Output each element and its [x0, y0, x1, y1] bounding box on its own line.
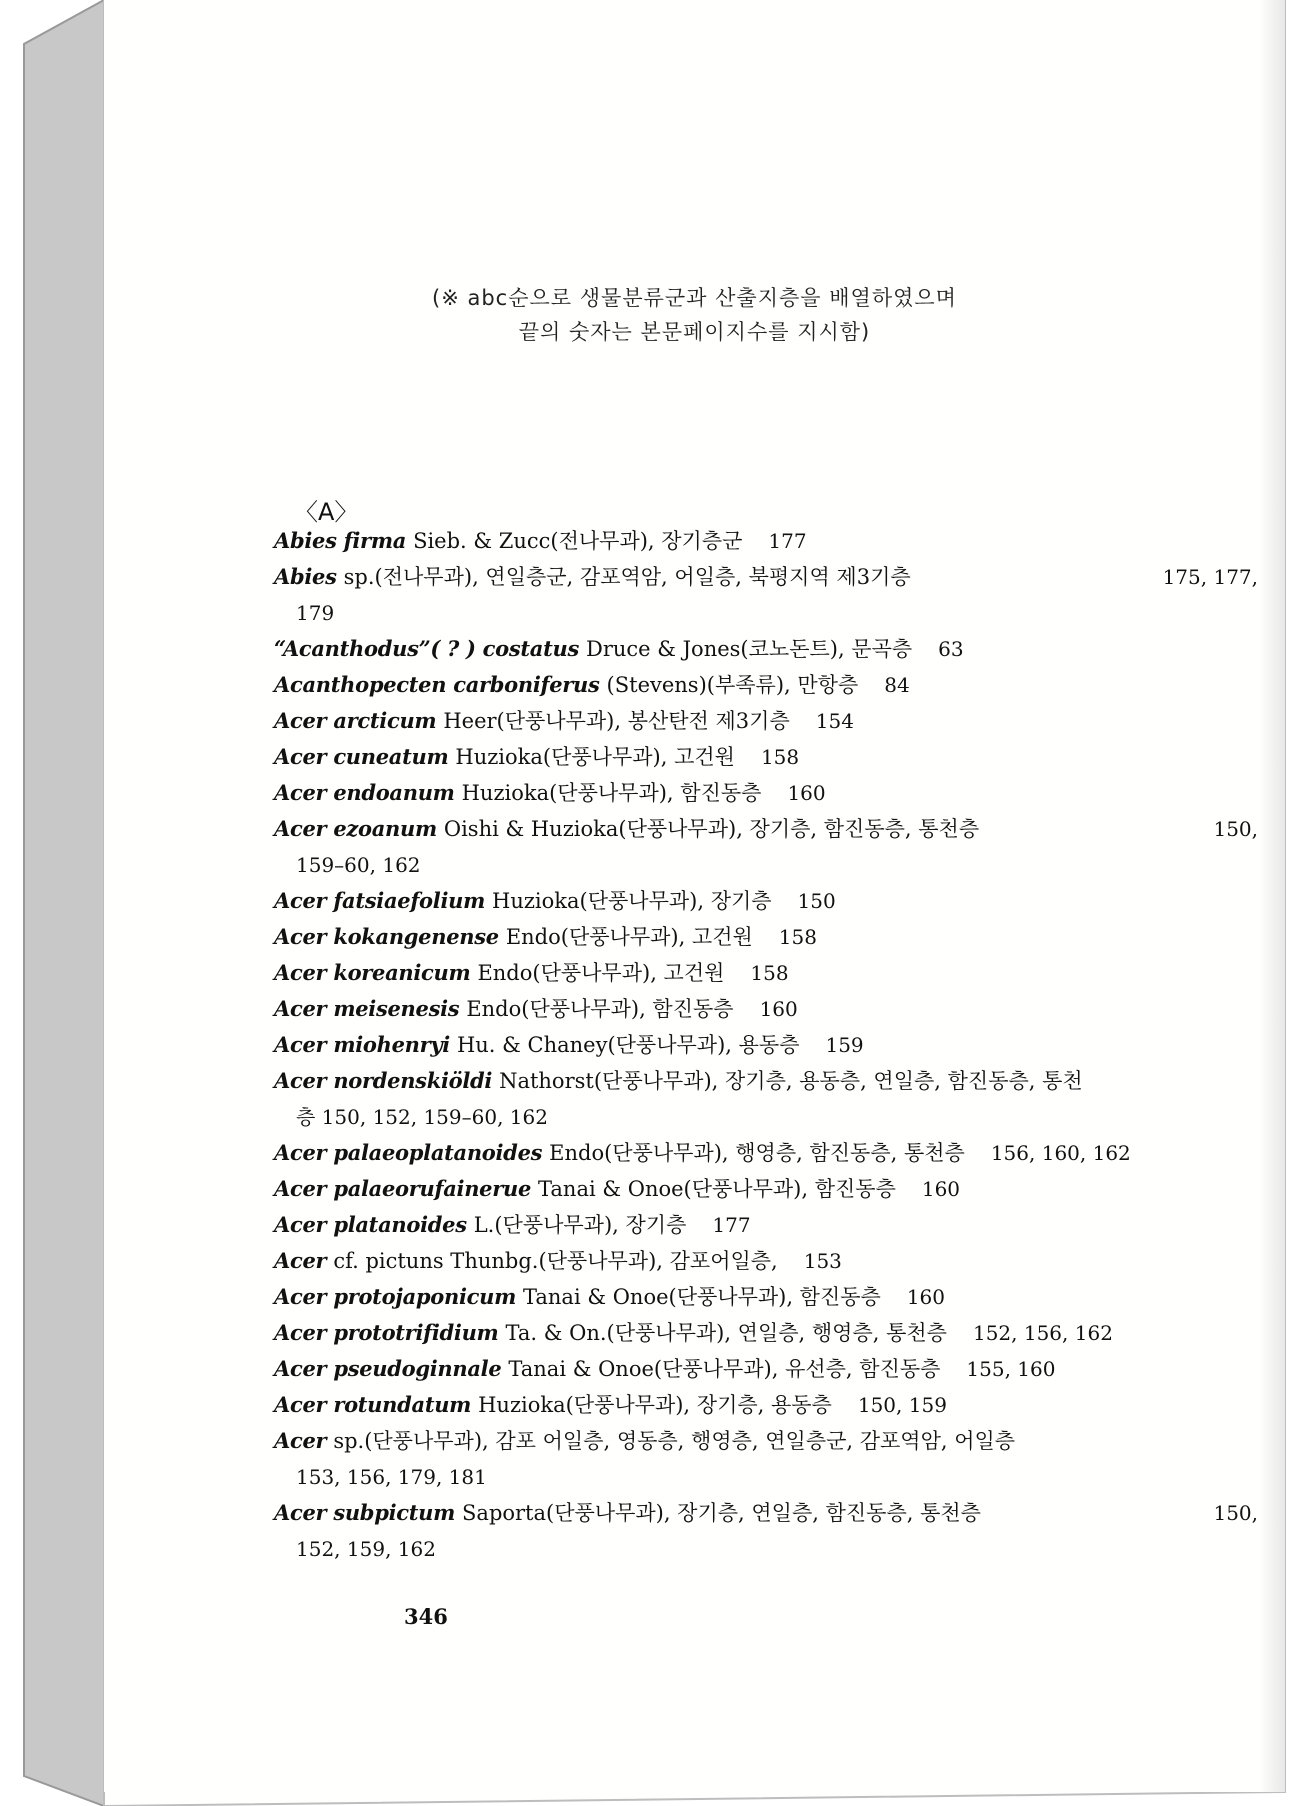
taxon-name: Acer rotundatum — [274, 1392, 472, 1417]
taxon-name: Acer protojaponicum — [274, 1284, 516, 1309]
index-entry — [274, 667, 1258, 703]
taxon-description: Tanai & Onoe(단풍나무과), 함진동층 — [538, 1177, 896, 1201]
taxon-description: sp.(단풍나무과), 감포 어일층, 영동층, 행영층, 연일층군, 감포역암, 어일층 — [333, 1429, 1016, 1453]
entry-continuation: 152, 159, 162 — [296, 1537, 436, 1561]
taxon-name: Acer koreanicum — [274, 960, 471, 985]
page-references: 158 — [750, 961, 789, 985]
taxon-description: Heer(단풍나무과), 봉산탄전 제3기층 — [443, 709, 790, 733]
page-references: 63 — [938, 637, 964, 661]
index-entry — [274, 523, 1258, 559]
taxon-description: Huzioka(단풍나무과), 함진동층 — [461, 781, 762, 805]
page-references: 160 — [787, 781, 826, 805]
entry-continuation: 층 150, 152, 159–60, 162 — [296, 1105, 548, 1129]
index-entry — [274, 1135, 1258, 1171]
taxon-name: “Acanthodus”( ? ) costatus — [274, 636, 579, 661]
page-references: 150, 159 — [857, 1393, 947, 1417]
page-references: 150 — [797, 889, 836, 913]
taxon-description: Huzioka(단풍나무과), 장기층 — [492, 889, 772, 913]
taxon-description: Huzioka(단풍나무과), 장기층, 용동층 — [478, 1393, 832, 1417]
taxon-description: Tanai & Onoe(단풍나무과), 함진동층 — [523, 1285, 881, 1309]
page-references: 160 — [906, 1285, 946, 1309]
section-heading-a: 〈A〉 — [294, 498, 359, 526]
page-references: 152, 156, 162 — [972, 1321, 1113, 1345]
page-references: 153 — [803, 1249, 842, 1273]
taxon-description: Hu. & Chaney(단풍나무과), 용동층 — [456, 1033, 800, 1057]
page-references: 160 — [921, 1177, 961, 1201]
index-entry — [274, 739, 1258, 775]
taxon-description: Endo(단풍나무과), 함진동층 — [466, 997, 734, 1021]
index-note-line-2: 끝의 숫자는 본문페이지수를 지시함) — [518, 320, 871, 344]
index-entry — [274, 1279, 1258, 1315]
index-entry — [274, 559, 1258, 631]
index-entry — [274, 631, 1258, 667]
page-references: 177 — [768, 529, 807, 553]
page-references: 159 — [825, 1033, 864, 1057]
entry-continuation: 159–60, 162 — [296, 853, 421, 877]
page-references: 155, 160 — [966, 1357, 1056, 1381]
page-references: 150, — [1213, 1501, 1258, 1525]
taxon-name: Acanthopecten carboniferus — [274, 672, 600, 697]
taxon-description: sp.(전나무과), 연일층군, 감포역암, 어일층, 북평지역 제3기층 — [343, 565, 911, 589]
taxon-description: (Stevens)(부족류), 만항층 — [606, 673, 859, 697]
index-entry — [274, 955, 1258, 991]
page-references: 177 — [712, 1213, 751, 1237]
taxon-name: Acer prototrifidium — [274, 1320, 499, 1345]
index-entry — [274, 703, 1258, 739]
index-entry — [274, 1243, 1258, 1279]
taxon-name: Acer kokangenense — [274, 924, 499, 949]
taxon-name: Acer platanoides — [274, 1212, 467, 1237]
index-entry-list — [274, 523, 1258, 1567]
page-references: 160 — [759, 997, 798, 1021]
index-entry — [274, 1423, 1258, 1495]
taxon-description: Druce & Jones(코노돈트), 문곡층 — [586, 637, 913, 661]
index-entry — [274, 775, 1258, 811]
index-entry — [274, 1315, 1258, 1351]
index-entry — [274, 1387, 1258, 1423]
taxon-description: Ta. & On.(단풍나무과), 연일층, 행영층, 통천층 — [505, 1321, 947, 1345]
taxon-name: Acer — [274, 1428, 327, 1453]
taxon-description: Endo(단풍나무과), 고건원 — [477, 961, 725, 985]
taxon-description: Tanai & Onoe(단풍나무과), 유선층, 함진동층 — [508, 1357, 941, 1381]
index-note-line-1: (※ abc순으로 생물분류군과 산출지층을 배열하였으며 — [432, 286, 957, 310]
page-references: 84 — [884, 673, 910, 697]
page-references: 156, 160, 162 — [990, 1141, 1131, 1165]
taxon-description: Endo(단풍나무과), 고건원 — [505, 925, 753, 949]
taxon-name: Acer ezoanum — [274, 816, 437, 841]
index-entry — [274, 1027, 1258, 1063]
page-references: 154 — [815, 709, 854, 733]
index-entry — [274, 919, 1258, 955]
taxon-name: Acer nordenskiöldi — [274, 1068, 493, 1093]
index-entry — [274, 1207, 1258, 1243]
entry-continuation: 179 — [296, 601, 335, 625]
index-entry — [274, 991, 1258, 1027]
taxon-description: cf. pictuns Thunbg.(단풍나무과), 감포어일층, — [333, 1249, 778, 1273]
page-references: 158 — [760, 745, 800, 769]
page-references: 150, — [1213, 817, 1258, 841]
taxon-name: Acer arcticum — [274, 708, 437, 733]
taxon-description: Huzioka(단풍나무과), 고건원 — [455, 745, 735, 769]
taxon-name: Acer palaeorufainerue — [274, 1176, 532, 1201]
index-entry — [274, 1495, 1258, 1567]
taxon-name: Acer cuneatum — [274, 744, 449, 769]
index-entry — [274, 883, 1258, 919]
taxon-description: Nathorst(단풍나무과), 장기층, 용동층, 연일층, 함진동층, 통천 — [499, 1069, 1083, 1093]
taxon-name: Acer fatsiaefolium — [274, 888, 486, 913]
taxon-description: L.(단풍나무과), 장기층 — [473, 1213, 687, 1237]
taxon-name: Acer subpictum — [274, 1500, 456, 1525]
taxon-description: Endo(단풍나무과), 행영층, 함진동층, 통천층 — [549, 1141, 965, 1165]
index-entry — [274, 1063, 1258, 1135]
index-entry — [274, 811, 1258, 883]
taxon-description: Sieb. & Zucc(전나무과), 장기층군 — [413, 529, 743, 553]
taxon-name: Acer meisenesis — [274, 996, 460, 1021]
taxon-name: Abies firma — [274, 528, 407, 553]
taxon-description: Oishi & Huzioka(단풍나무과), 장기층, 함진동층, 통천층 — [443, 817, 980, 841]
page-references: 175, 177, — [1162, 565, 1258, 589]
taxon-name: Acer miohenryi — [274, 1032, 450, 1057]
book-page — [104, 0, 1285, 1792]
taxon-name: Acer — [274, 1248, 327, 1273]
taxon-name: Acer pseudoginnale — [274, 1356, 502, 1381]
entry-continuation: 153, 156, 179, 181 — [296, 1465, 487, 1489]
page-references: 158 — [778, 925, 817, 949]
taxon-name: Acer palaeoplatanoides — [274, 1140, 543, 1165]
taxon-name: Abies — [274, 564, 337, 589]
taxon-description: Saporta(단풍나무과), 장기층, 연일층, 함진동층, 통천층 — [462, 1501, 981, 1525]
index-entry — [274, 1171, 1258, 1207]
taxon-name: Acer endoanum — [274, 780, 455, 805]
index-entry — [274, 1351, 1258, 1387]
page-number: 346 — [404, 1604, 448, 1629]
